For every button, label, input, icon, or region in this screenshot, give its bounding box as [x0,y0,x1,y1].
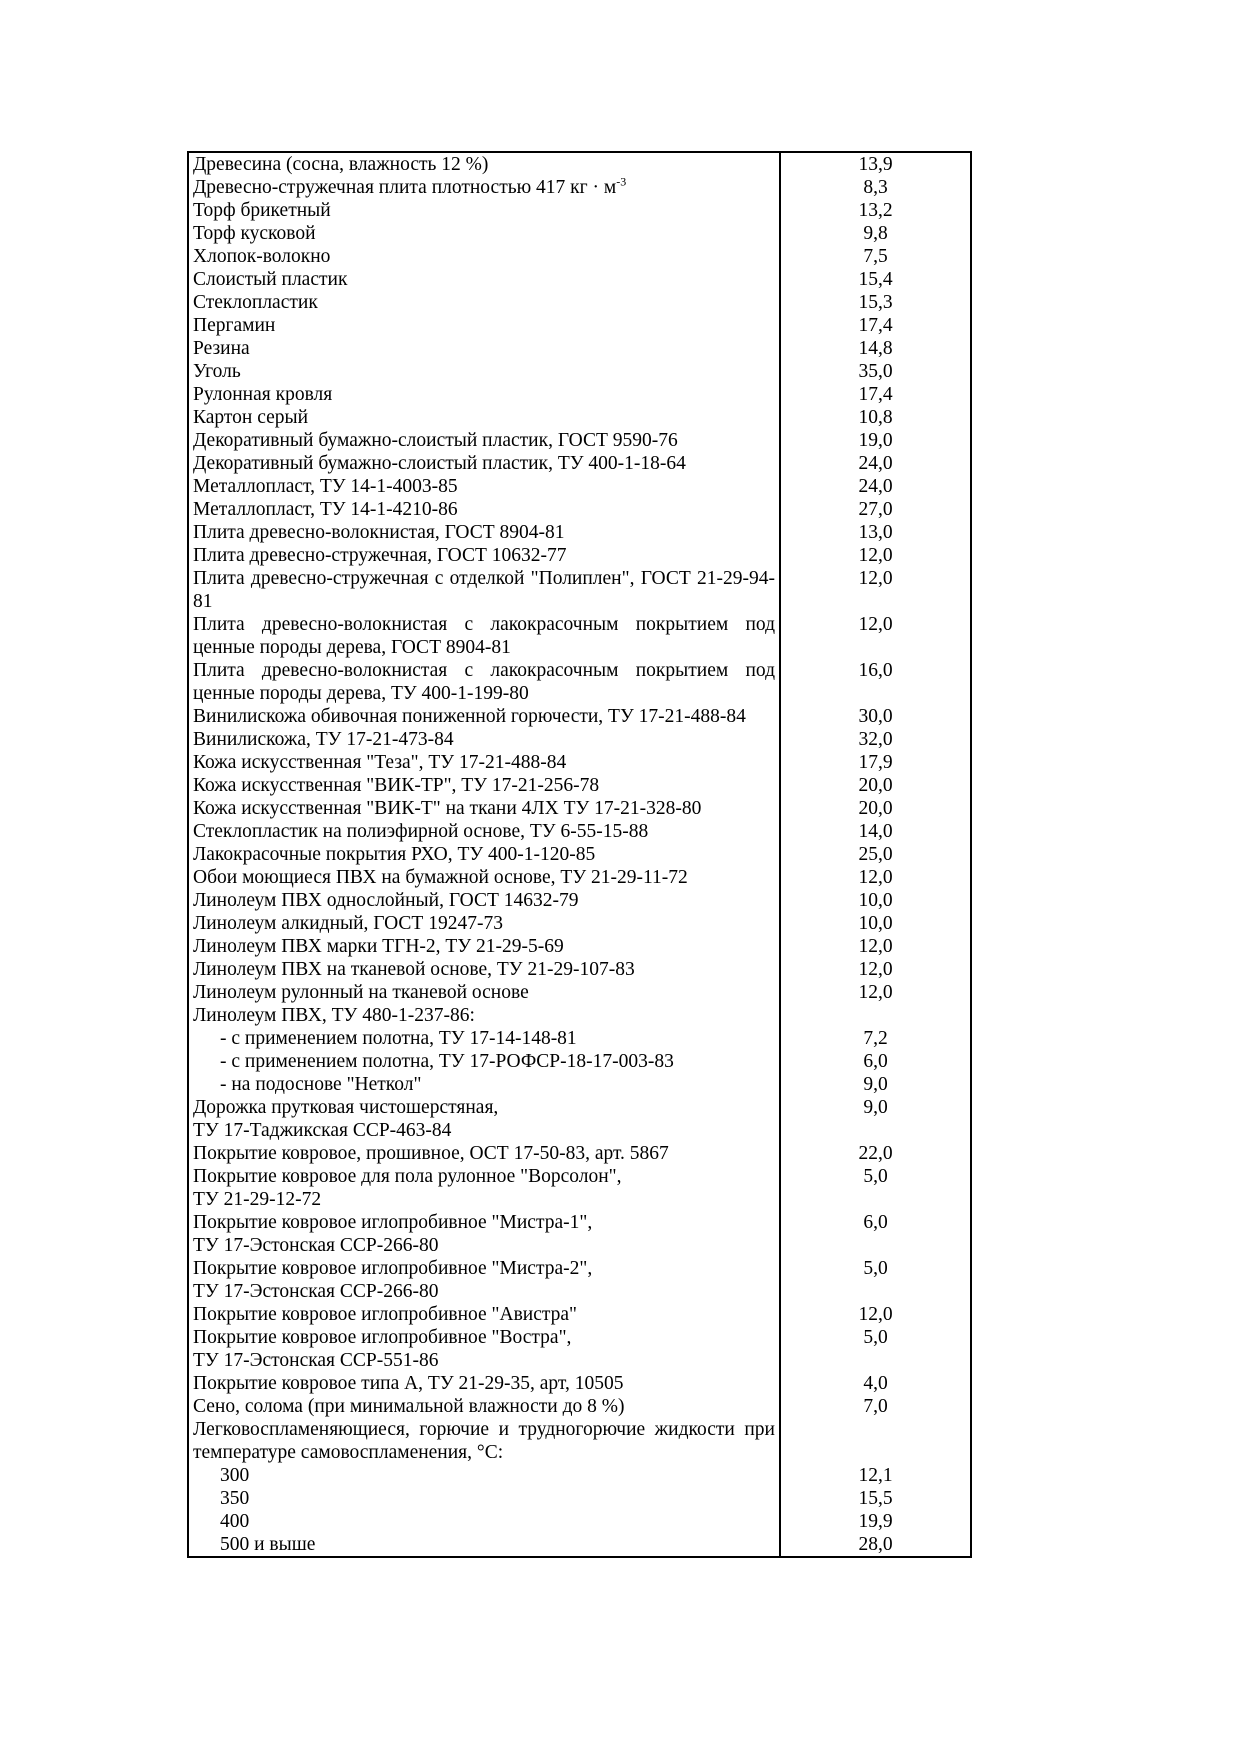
material-name-text: Древесина (сосна, влажность 12 %) [193,154,489,175]
value-cell: 7,0 [863,1396,888,1417]
material-name-text: Кожа искусственная "ВИК-ТР", ТУ 17-21-256-78 [193,775,600,796]
table-row [188,1004,971,1027]
material-name-cell [188,1303,780,1326]
value-cell: 9,8 [863,223,888,244]
table-row [188,659,971,705]
value-cell: 17,4 [858,315,893,336]
table-row [188,797,971,820]
material-name-cell [188,544,780,567]
material-name-cell [188,1096,780,1142]
value-cell: 10,0 [858,890,893,911]
material-name-text: Винилискожа обивочная пониженной горючести, ТУ 17-21-488-84 [193,706,746,727]
table-row [188,1418,971,1464]
table-row [188,935,971,958]
table-row [188,1533,971,1557]
material-name-cell [188,1418,780,1464]
value-cell: 24,0 [858,453,893,474]
material-name-cell [188,1050,780,1073]
value-cell: 10,0 [858,913,893,934]
material-name-text: 500 и выше [220,1534,316,1555]
material-name-text: Древесно-стружечная плита плотностью 417 кг · м [193,177,617,198]
value-cell: 25,0 [858,844,893,865]
material-name-line: Покрытие ковровое для пола рулонное "Ворсолон", [193,1166,622,1187]
value-cell: 9,0 [863,1074,888,1095]
table-row [188,613,971,659]
material-name-text: Стеклопластик на полиэфирной основе, ТУ 6-55-15-88 [193,821,649,842]
material-name-text: Плита древесно-волокнистая с лакокрасочным покрытием под ценные породы дерева, ТУ 400-1-199-80 [193,660,775,704]
value-cell: 13,2 [858,200,893,221]
value-cell [780,1004,971,1027]
material-name-text: 400 [220,1511,250,1532]
value-cell: 14,8 [858,338,893,359]
material-name-text: Металлопласт, ТУ 14-1-4210-86 [193,499,458,520]
table-row [188,199,971,222]
table-row [188,889,971,912]
value-cell: 19,9 [858,1511,893,1532]
value-cell: 8,3 [863,177,888,198]
value-cell: 7,5 [863,246,888,267]
material-name-cell [188,751,780,774]
table-row [188,751,971,774]
unit-exponent: -3 [616,174,627,189]
table-row [188,521,971,544]
material-name-text: Линолеум ПВХ марки ТГН-2, ТУ 21-29-5-69 [193,936,564,957]
table-row [188,1372,971,1395]
value-cell: 12,0 [858,1304,893,1325]
material-name-text: Торф кусковой [193,223,316,244]
material-name-cell [188,452,780,475]
value-cell: 15,5 [858,1488,893,1509]
table-row [188,1050,971,1073]
material-name-text: Плита древесно-волокнистая с лакокрасочным покрытием под ценные породы дерева, ГОСТ 8904-81 [193,614,775,658]
material-name-cell [188,1533,780,1557]
value-cell: 13,9 [858,154,893,175]
material-name-cell [188,659,780,705]
material-name-text: Декоративный бумажно-слоистый пластик, ГОСТ 9590-76 [193,430,678,451]
table-row [188,728,971,751]
material-name-text: Пергамин [193,315,276,336]
material-name-text: - с применением полотна, ТУ 17-РОФСР-18-17-003-83 [220,1051,674,1072]
value-cell: 20,0 [858,775,893,796]
value-cell: 12,1 [858,1465,893,1486]
material-name-cell [188,820,780,843]
material-name-line: ТУ 17-Эстонская ССР-266-80 [193,1281,439,1302]
value-cell: 7,2 [863,1028,888,1049]
material-name-text: Стеклопластик [193,292,318,313]
material-name-text: Уголь [193,361,241,382]
table-row [188,245,971,268]
material-name-cell [188,1326,780,1372]
material-name-cell [188,1027,780,1050]
material-name-text: Торф брикетный [193,200,331,221]
material-name-cell [188,1372,780,1395]
table-row [188,360,971,383]
value-cell: 5,0 [863,1327,888,1348]
value-cell: 12,0 [858,936,893,957]
value-cell: 12,0 [858,959,893,980]
material-name-text: Резина [193,338,250,359]
material-name-text: Линолеум ПВХ на тканевой основе, ТУ 21-29-107-83 [193,959,635,980]
material-name-line: Покрытие ковровое иглопробивное "Мистра-2", [193,1258,593,1279]
table-row [188,1073,971,1096]
value-cell: 14,0 [858,821,893,842]
material-name-cell [188,1165,780,1211]
table-row [188,1303,971,1326]
material-name-text: Винилискожа, ТУ 17-21-473-84 [193,729,454,750]
value-cell: 27,0 [858,499,893,520]
table-row [188,152,971,176]
value-cell: 4,0 [863,1373,888,1394]
material-name-text: 300 [220,1465,250,1486]
material-name-text: Плита древесно-стружечная, ГОСТ 10632-77 [193,545,567,566]
material-name-cell [188,406,780,429]
value-cell: 30,0 [858,706,893,727]
material-name-cell [188,912,780,935]
value-cell: 17,4 [858,384,893,405]
material-name-cell [188,1464,780,1487]
table-row [188,912,971,935]
value-cell: 9,0 [863,1097,888,1118]
material-name-text: Покрытие ковровое типа А, ТУ 21-29-35, арт, 10505 [193,1373,624,1394]
table-row [188,544,971,567]
material-name-text: Слоистый пластик [193,269,348,290]
material-name-text: 350 [220,1488,250,1509]
value-cell: 19,0 [858,430,893,451]
material-name-text: Металлопласт, ТУ 14-1-4003-85 [193,476,458,497]
value-cell: 10,8 [858,407,893,428]
material-name-cell [188,222,780,245]
table-row [188,222,971,245]
value-cell: 35,0 [858,361,893,382]
material-name-line: ТУ 17-Таджикская ССР-463-84 [193,1120,452,1141]
material-name-cell [188,475,780,498]
value-cell: 12,0 [858,568,893,589]
value-cell: 16,0 [858,660,893,681]
value-cell: 12,0 [858,982,893,1003]
table-row [188,843,971,866]
value-cell: 22,0 [858,1143,893,1164]
table-row [188,1096,971,1142]
value-cell: 12,0 [858,545,893,566]
table-row [188,1510,971,1533]
material-name-cell [188,1487,780,1510]
material-name-text: Кожа искусственная "ВИК-Т" на ткани 4ЛХ ТУ 17-21-328-80 [193,798,702,819]
table-row [188,383,971,406]
table-row [188,337,971,360]
value-cell: 28,0 [858,1534,893,1555]
material-name-cell [188,152,780,176]
material-name-text: Легковоспламеняющиеся, горючие и трудногорючие жидкости при температуре самовоспламенения, °С: [193,1419,775,1463]
table-row [188,268,971,291]
material-name-text: Кожа искусственная "Теза", ТУ 17-21-488-84 [193,752,567,773]
table-row [188,981,971,1004]
material-name-cell [188,1073,780,1096]
material-name-cell [188,567,780,613]
table-row [188,1395,971,1418]
material-name-text: Декоративный бумажно-слоистый пластик, ТУ 400-1-18-64 [193,453,686,474]
table-row [188,475,971,498]
value-cell: 6,0 [863,1212,888,1233]
table-row [188,958,971,981]
material-name-cell [188,774,780,797]
material-name-text: Плита древесно-стружечная с отделкой "Полиплен", ГОСТ 21-29-94-81 [193,568,775,612]
material-name-cell [188,1004,780,1027]
value-cell: 6,0 [863,1051,888,1072]
table-row [188,567,971,613]
material-name-cell [188,1257,780,1303]
table-row [188,176,971,199]
table-row [188,1257,971,1303]
material-name-cell [188,1142,780,1165]
table-row [188,820,971,843]
material-name-text: Хлопок-волокно [193,246,331,267]
material-name-text: Лакокрасочные покрытия РХО, ТУ 400-1-120-85 [193,844,596,865]
material-name-cell [188,981,780,1004]
material-name-cell [188,314,780,337]
material-name-text: - на подоснове "Неткол" [220,1074,422,1095]
table-row [188,314,971,337]
material-name-text: Покрытие ковровое, прошивное, ОСТ 17-50-83, арт. 5867 [193,1143,669,1164]
material-name-line: Дорожка прутковая чистошерстяная, [193,1097,499,1118]
table-row [188,429,971,452]
material-name-text: Обои моющиеся ПВХ на бумажной основе, ТУ 21-29-11-72 [193,867,688,888]
material-name-cell [188,935,780,958]
value-cell: 15,4 [858,269,893,290]
table-row [188,1211,971,1257]
material-name-cell [188,1395,780,1418]
material-name-cell [188,291,780,314]
material-name-text: Картон серый [193,407,309,428]
material-value-table [187,151,972,1558]
material-name-cell [188,498,780,521]
value-cell: 15,3 [858,292,893,313]
table-row [188,452,971,475]
material-name-cell [188,797,780,820]
material-name-cell [188,866,780,889]
material-name-cell [188,176,780,199]
table-row [188,1027,971,1050]
table-row [188,1464,971,1487]
material-name-cell [188,199,780,222]
material-name-text: Покрытие ковровое иглопробивное "Авистра" [193,1304,578,1325]
material-name-cell [188,337,780,360]
material-name-text: Плита древесно-волокнистая, ГОСТ 8904-81 [193,522,565,543]
value-cell: 12,0 [858,867,893,888]
material-name-cell [188,360,780,383]
material-name-cell [188,521,780,544]
material-name-cell [188,1211,780,1257]
material-name-text: Линолеум ПВХ однослойный, ГОСТ 14632-79 [193,890,579,911]
material-name-text: Рулонная кровля [193,384,333,405]
material-name-cell [188,613,780,659]
value-cell: 12,0 [858,614,893,635]
table-row [188,406,971,429]
table-row [188,774,971,797]
material-name-line: ТУ 17-Эстонская ССР-266-80 [193,1235,439,1256]
value-cell: 32,0 [858,729,893,750]
material-name-line: Покрытие ковровое иглопробивное "Вострa", [193,1327,572,1348]
table-row [188,1326,971,1372]
table-row [188,498,971,521]
table-row [188,1165,971,1211]
material-name-cell [188,1510,780,1533]
material-name-line: Покрытие ковровое иглопробивное "Мистра-1", [193,1212,593,1233]
material-name-text: Сено, солома (при минимальной влажности до 8 %) [193,1396,625,1417]
material-name-cell [188,383,780,406]
material-name-cell [188,429,780,452]
value-cell [780,1418,971,1464]
value-cell: 20,0 [858,798,893,819]
material-name-text: Линолеум рулонный на тканевой основе [193,982,529,1003]
table-row [188,705,971,728]
material-name-cell [188,958,780,981]
material-name-cell [188,268,780,291]
material-name-text: Линолеум алкидный, ГОСТ 19247-73 [193,913,503,934]
table-row [188,1487,971,1510]
value-cell: 17,9 [858,752,893,773]
material-name-cell [188,705,780,728]
value-cell: 13,0 [858,522,893,543]
material-name-line: ТУ 21-29-12-72 [193,1189,322,1210]
material-name-cell [188,728,780,751]
material-name-cell [188,889,780,912]
table-body [188,152,971,1557]
table-row [188,291,971,314]
material-name-cell [188,245,780,268]
value-cell: 5,0 [863,1166,888,1187]
value-cell: 5,0 [863,1258,888,1279]
material-name-line: ТУ 17-Эстонская ССР-551-86 [193,1350,439,1371]
table-row [188,866,971,889]
material-name-text: - с применением полотна, ТУ 17-14-148-81 [220,1028,577,1049]
value-cell: 24,0 [858,476,893,497]
material-name-cell [188,843,780,866]
material-name-text: Линолеум ПВХ, ТУ 480-1-237-86: [193,1005,475,1026]
table-row [188,1142,971,1165]
